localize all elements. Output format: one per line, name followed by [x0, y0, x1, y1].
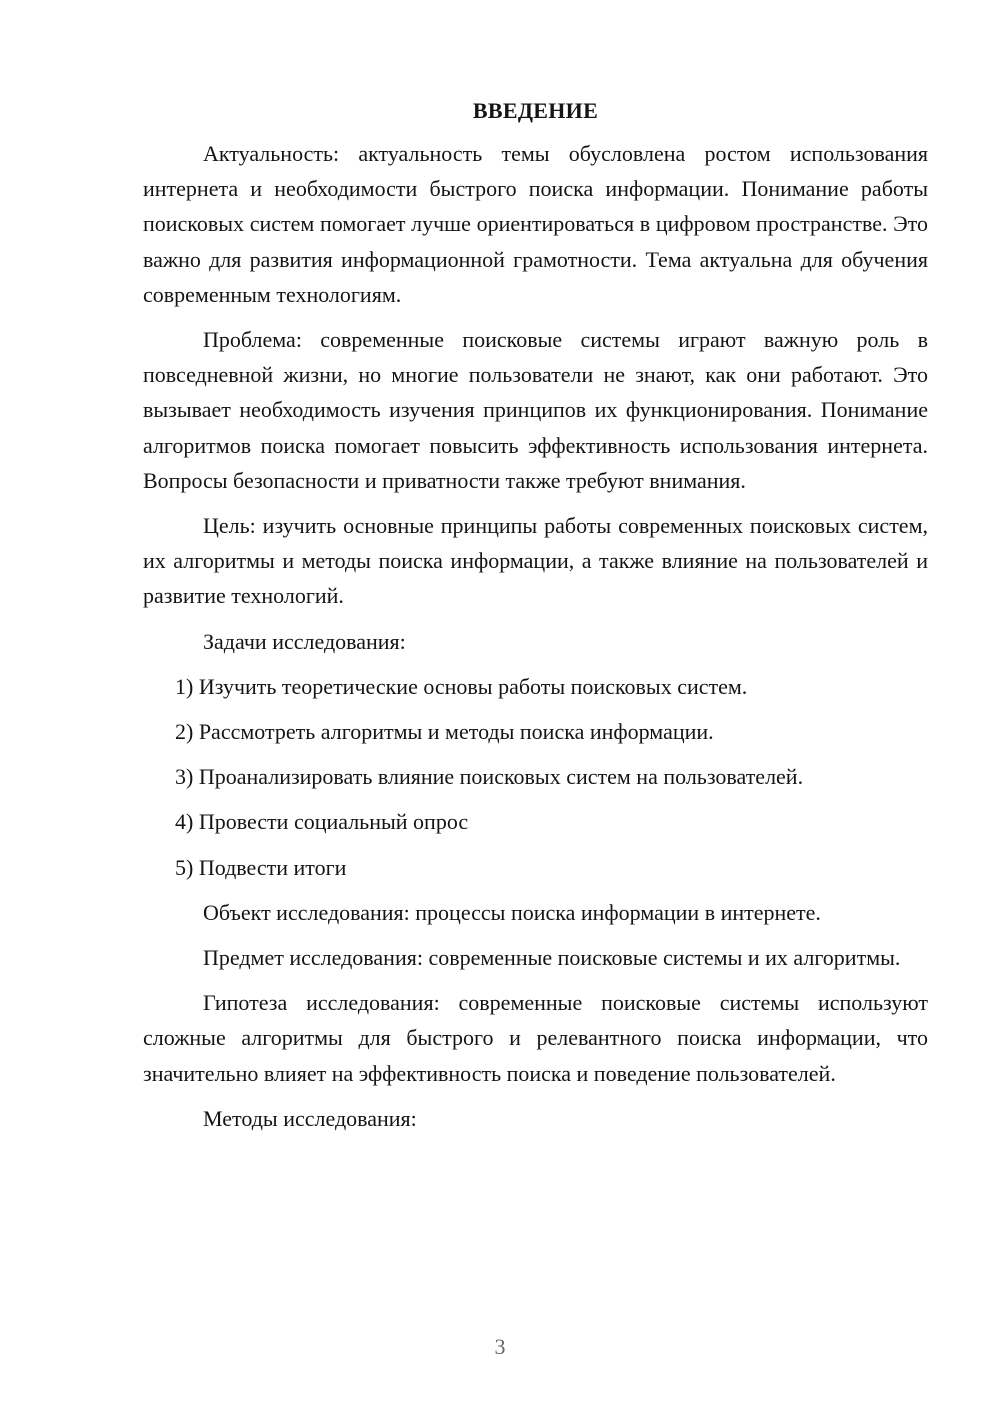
tasks-heading: Задачи исследования: [203, 628, 406, 654]
page-title: ВВЕДЕНИЕ [472, 98, 599, 123]
task-item-4: 4) Провести социальный опрос [175, 809, 469, 835]
methods-heading: Методы исследования: [203, 1105, 417, 1131]
tasks-list [143, 669, 928, 885]
relevance-paragraph: Актуальность: актуальность темы обусловлена ростом использования интернета и необходимости быстрого поиска информации. Понимание работы поисковых систем помогает лучше ориентироваться в цифровом пространстве. Это важно для развития информационной грамотности. Тема актуальна для обучения современным технологиям. [143, 141, 928, 307]
task-item-1: 1) Изучить теоретические основы работы поисковых систем. [175, 673, 748, 699]
task-item-5: 5) Подвести итоги [175, 854, 347, 880]
goal-paragraph: Цель: изучить основные принципы работы современных поисковых систем, их алгоритмы и методы поиска информации, а также влияние на пользователей и развитие технологий. [143, 513, 928, 609]
task-item-2: 2) Рассмотреть алгоритмы и методы поиска информации. [175, 719, 714, 745]
document-page [143, 96, 928, 1146]
object-paragraph: Объект исследования: процессы поиска информации в интернете. [203, 899, 821, 925]
problem-paragraph: Проблема: современные поисковые системы играют важную роль в повседневной жизни, но многие пользователи не знают, как они работают. Это вызывает необходимость изучения принципов их функционирования. Понимание алгоритмов поиска помогает повысить эффективность использования интернета. Вопросы безопасности и приватности также требуют внимания. [143, 327, 928, 493]
task-item-3: 3) Проанализировать влияние поисковых систем на пользователей. [175, 764, 804, 790]
hypothesis-paragraph: Гипотеза исследования: современные поисковые системы используют сложные алгоритмы для быстрого и релевантного поиска информации, что значительно влияет на эффективность поиска и поведение пользователей. [143, 990, 928, 1086]
page-number: 3 [494, 1334, 506, 1359]
subject-paragraph: Предмет исследования: современные поисковые системы и их алгоритмы. [203, 945, 901, 971]
